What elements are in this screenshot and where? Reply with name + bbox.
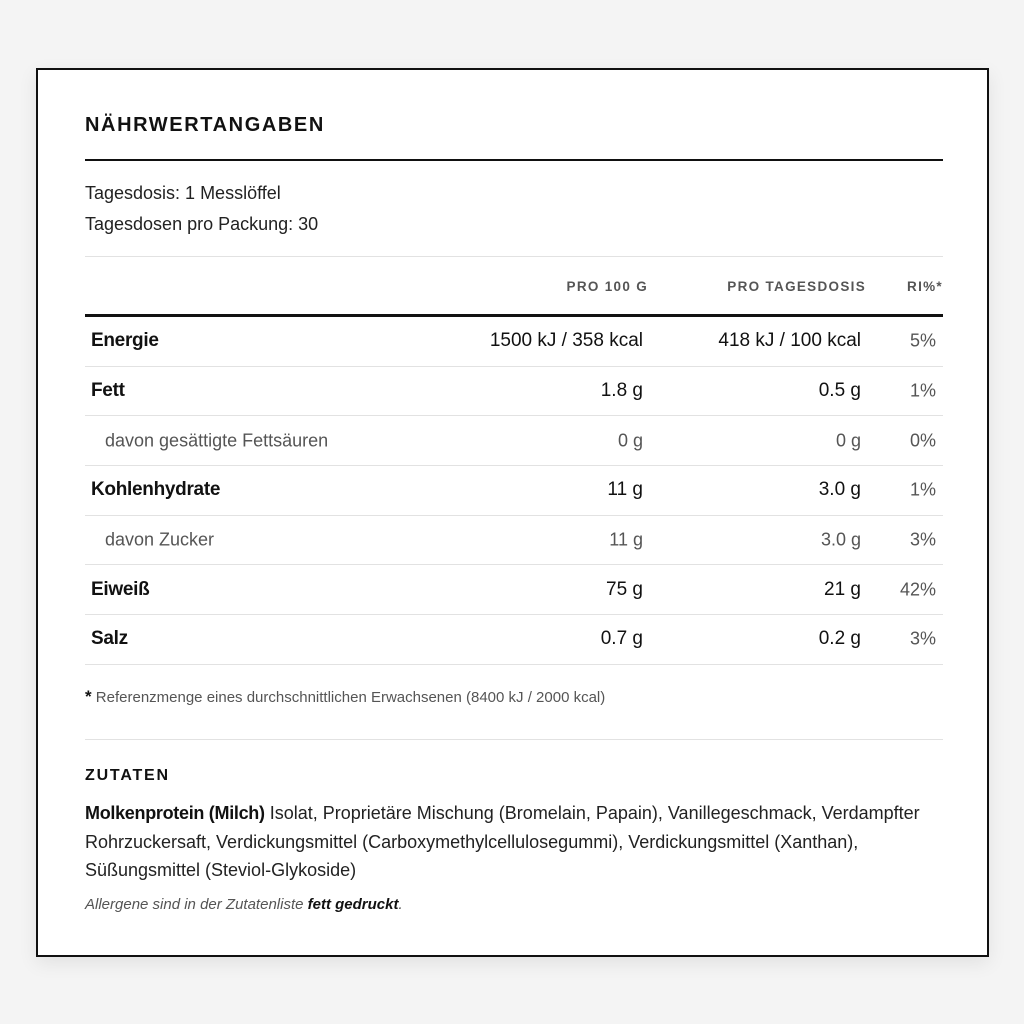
nutrient-name: Kohlenhydrate [91,479,221,501]
title-divider [85,159,943,161]
table-row [85,615,943,665]
value-ri: 5% [909,330,936,351]
value-per-dose: 0 g [835,430,861,451]
value-per-100g: 1.8 g [600,380,643,402]
footnote-text: Referenzmenge eines durchschnittlichen Erwachsenen (8400 kJ / 2000 kcal) [91,689,606,706]
value-ri: 1% [909,479,936,500]
nutrient-name: Salz [91,628,128,650]
table-row [85,317,943,367]
value-per-100g: 0 g [617,430,643,451]
section-title: NÄHRWERTANGABEN [85,114,325,136]
servings-per-pack: Tagesdosen pro Packung: 30 [85,214,319,234]
serving-size: Tagesdosis: 1 Messlöffel [85,183,281,203]
table-subrow [85,416,943,466]
value-per-100g: 1500 kJ / 358 kcal [489,330,643,352]
value-per-100g: 75 g [606,578,643,600]
ingredients-title: ZUTATEN [85,767,170,784]
table-row [85,565,943,615]
nutrient-name: davon Zucker [105,529,215,550]
ingredients-text: Isolat, Proprietäre Mischung (Bromelain, Papain), Vanillegeschmack, Verdampfter Rohrzuckersaft, Verdickungsmittel (Carboxymethylcellulosegummi), Verdickungsmittel (Xanthan), Süßungsmittel (Steviol-Glykoside) [85,803,920,880]
value-per-dose: 3.0 g [820,529,861,550]
footnote-star: * [85,687,92,706]
allergen-note-strong: fett gedruckt [307,896,399,913]
nutrition-table-body [85,317,943,665]
value-per-dose: 418 kJ / 100 kcal [718,330,861,352]
value-per-dose: 0.2 g [818,628,861,650]
allergen-note [85,896,403,913]
header-per-100g: PRO 100 G [566,279,648,294]
value-per-100g: 11 g [609,529,643,550]
value-per-100g: 11 g [607,479,643,501]
header-ri: RI%* [907,279,943,294]
allergen-note-prefix: Allergene sind in der Zutatenliste [85,896,308,913]
table-header [85,279,943,299]
ingredient-allergen: Molkenprotein (Milch) [85,803,265,823]
ingredients-list [85,799,943,885]
nutrient-name: davon gesättigte Fettsäuren [105,430,329,451]
value-ri: 0% [909,430,936,451]
table-row [85,367,943,417]
allergen-note-suffix: . [398,896,403,913]
value-ri: 3% [909,529,936,550]
value-per-100g: 0.7 g [600,628,643,650]
nutrient-name: Fett [91,380,125,402]
ri-footnote [85,687,605,707]
value-ri: 1% [909,380,936,401]
table-row [85,466,943,516]
nutrient-name: Eiweiß [91,578,150,600]
value-ri: 42% [899,579,936,600]
ingredients-divider [85,739,943,740]
value-per-dose: 3.0 g [818,479,861,501]
table-subrow [85,516,943,566]
nutrition-card [36,68,989,957]
value-per-dose: 21 g [824,578,861,600]
value-per-dose: 0.5 g [818,380,861,402]
nutrient-name: Energie [91,330,159,352]
serving-divider [85,256,943,257]
value-ri: 3% [909,628,936,649]
header-per-dose: PRO TAGESDOSIS [727,279,866,294]
